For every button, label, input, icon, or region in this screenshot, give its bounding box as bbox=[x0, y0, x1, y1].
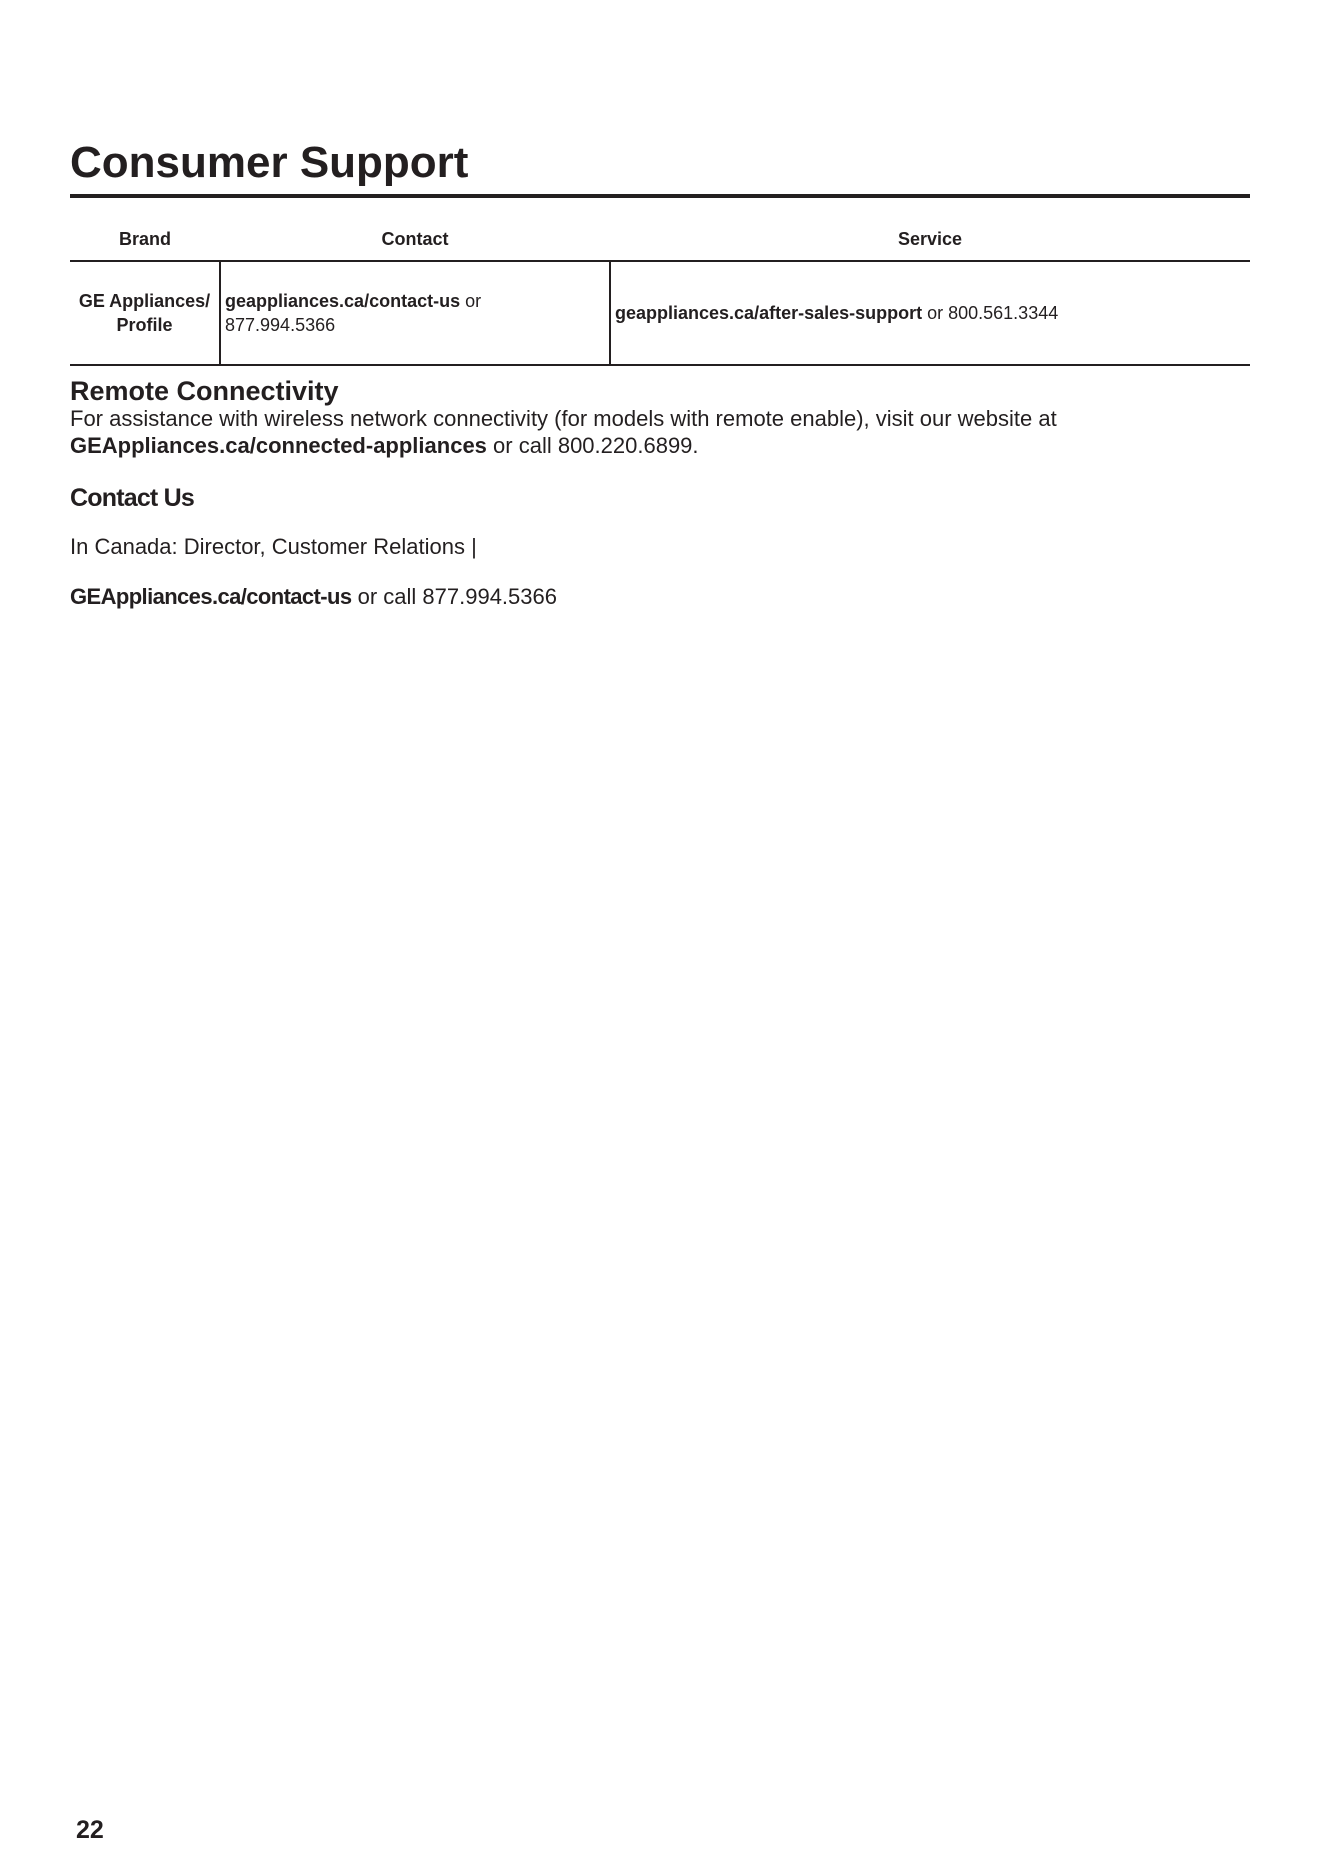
contact-cell bbox=[220, 261, 610, 365]
page-number: 22 bbox=[76, 1816, 104, 1844]
title-divider bbox=[70, 194, 1250, 198]
service-link[interactable]: geappliances.ca/after-sales-support bbox=[615, 303, 923, 323]
contact-us-phone-text: or call 877.994.5366 bbox=[351, 584, 557, 609]
service-cell bbox=[610, 261, 1250, 365]
header-brand: Brand bbox=[70, 224, 220, 261]
contact-us-line bbox=[70, 583, 557, 610]
brand-cell bbox=[70, 261, 220, 365]
contact-phone: 877.994.5366 bbox=[225, 315, 336, 335]
canada-contact-text: In Canada: Director, Customer Relations | bbox=[70, 534, 477, 559]
remote-description: For assistance with wireless network connectivity (for models with remote enable), visit our website at bbox=[70, 406, 1057, 431]
header-service: Service bbox=[610, 224, 1250, 261]
header-contact: Contact bbox=[220, 224, 610, 261]
table-row bbox=[70, 261, 1250, 365]
connected-appliances-link[interactable]: GEAppliances.ca/connected-appliances bbox=[70, 433, 487, 458]
service-phone-text: or 800.561.3344 bbox=[922, 303, 1059, 323]
brand-name-line2: Profile bbox=[116, 315, 173, 335]
page-title: Consumer Support bbox=[70, 138, 469, 187]
table-header-row bbox=[70, 224, 1250, 261]
remote-connectivity-heading: Remote Connectivity bbox=[70, 376, 339, 406]
remote-phone-text: or call 800.220.6899. bbox=[486, 433, 699, 458]
contact-us-heading: Contact Us bbox=[70, 484, 194, 512]
contact-us-link[interactable]: GEAppliances.ca/contact-us bbox=[70, 584, 352, 609]
contact-link[interactable]: geappliances.ca/contact-us bbox=[225, 291, 461, 311]
brand-name-line1: GE Appliances/ bbox=[78, 291, 211, 311]
remote-connectivity-text bbox=[70, 405, 1250, 459]
contact-or-text: or bbox=[460, 291, 482, 311]
support-table bbox=[70, 224, 1250, 366]
